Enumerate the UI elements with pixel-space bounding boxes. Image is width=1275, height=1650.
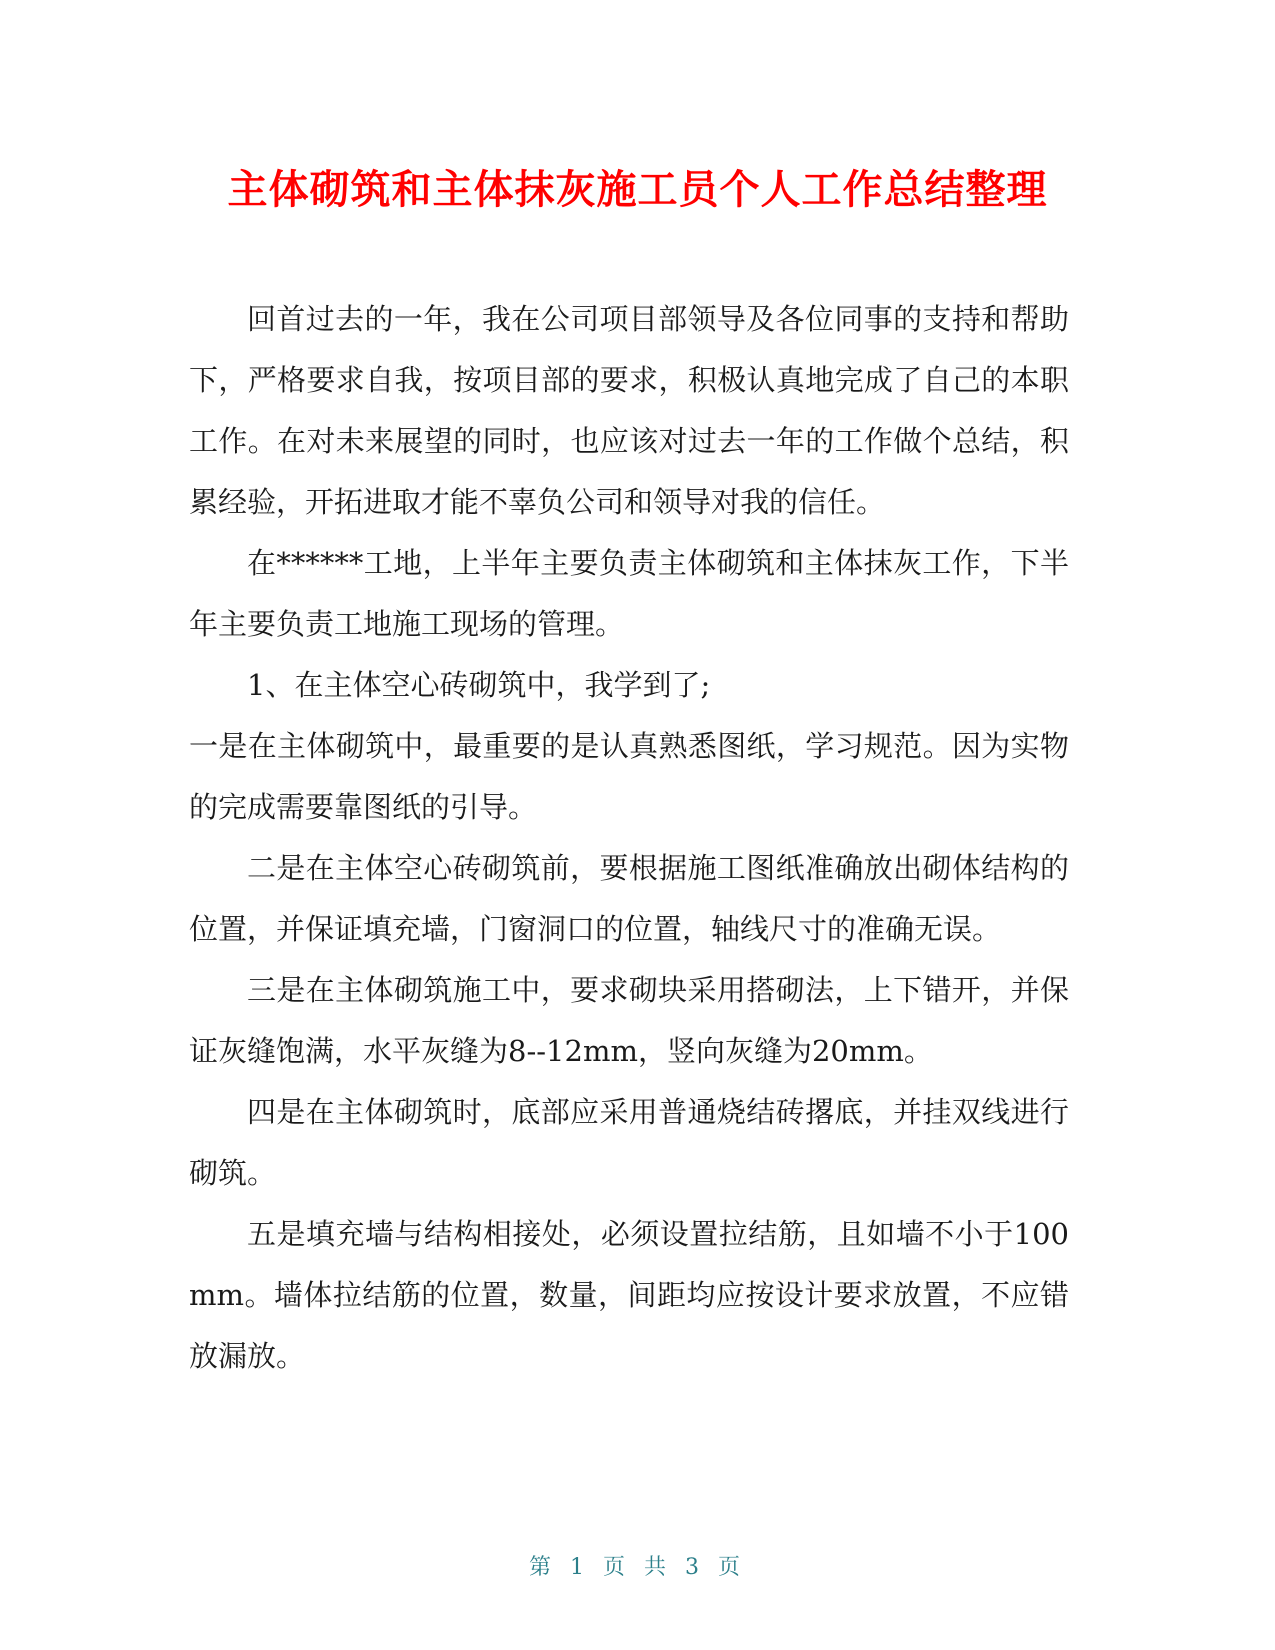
footer-suffix: 页	[718, 1555, 747, 1580]
paragraph-section-1: 1、在主体空心砖砌筑中，我学到了;	[247, 668, 711, 702]
paragraph-intro: 回首过去的一年，我在公司项目部领导及各位同事的支持和帮助下，严格要求自我，按项目部的要求，积极认真地完成了自己的本职工作。在对未来展望的同时，也应该对过去一年的工作做个总结，积累经验，开拓进取才能不辜负公司和领导对我的信任。	[189, 302, 1069, 519]
paragraph-point-2: 二是在主体空心砖砌筑前，要根据施工图纸准确放出砌体结构的位置，并保证填充墙，门窗洞口的位置，轴线尺寸的准确无误。	[189, 851, 1069, 946]
paragraph-point-5: 五是填充墙与结构相接处，必须设置拉结筋，且如墙不小于100mm。墙体拉结筋的位置，数量，间距均应按设计要求放置，不应错放漏放。	[189, 1217, 1069, 1373]
paragraph-point-3: 三是在主体砌筑施工中，要求砌块采用搭砌法，上下错开，并保证灰缝饱满，水平灰缝为8--12mm，竖向灰缝为20mm。	[189, 973, 1069, 1068]
page-footer	[0, 1550, 1275, 1581]
paragraph-point-1: 一是在主体砌筑中，最重要的是认真熟悉图纸，学习规范。因为实物的完成需要靠图纸的引导。	[189, 729, 1069, 824]
footer-prefix: 第	[528, 1555, 557, 1580]
paragraph-site-duties: 在******工地，上半年主要负责主体砌筑和主体抹灰工作，下半年主要负责工地施工现场的管理。	[189, 546, 1069, 641]
footer-mid: 页 共	[603, 1555, 672, 1580]
paragraph-point-4: 四是在主体砌筑时，底部应采用普通烧结砖撂底，并挂双线进行砌筑。	[189, 1095, 1069, 1190]
footer-total-pages: 3	[685, 1555, 705, 1580]
document-body	[189, 289, 1069, 1387]
footer-current-page: 1	[570, 1555, 590, 1580]
document-title: 主体砌筑和主体抹灰施工员个人工作总结整理	[227, 167, 1048, 213]
